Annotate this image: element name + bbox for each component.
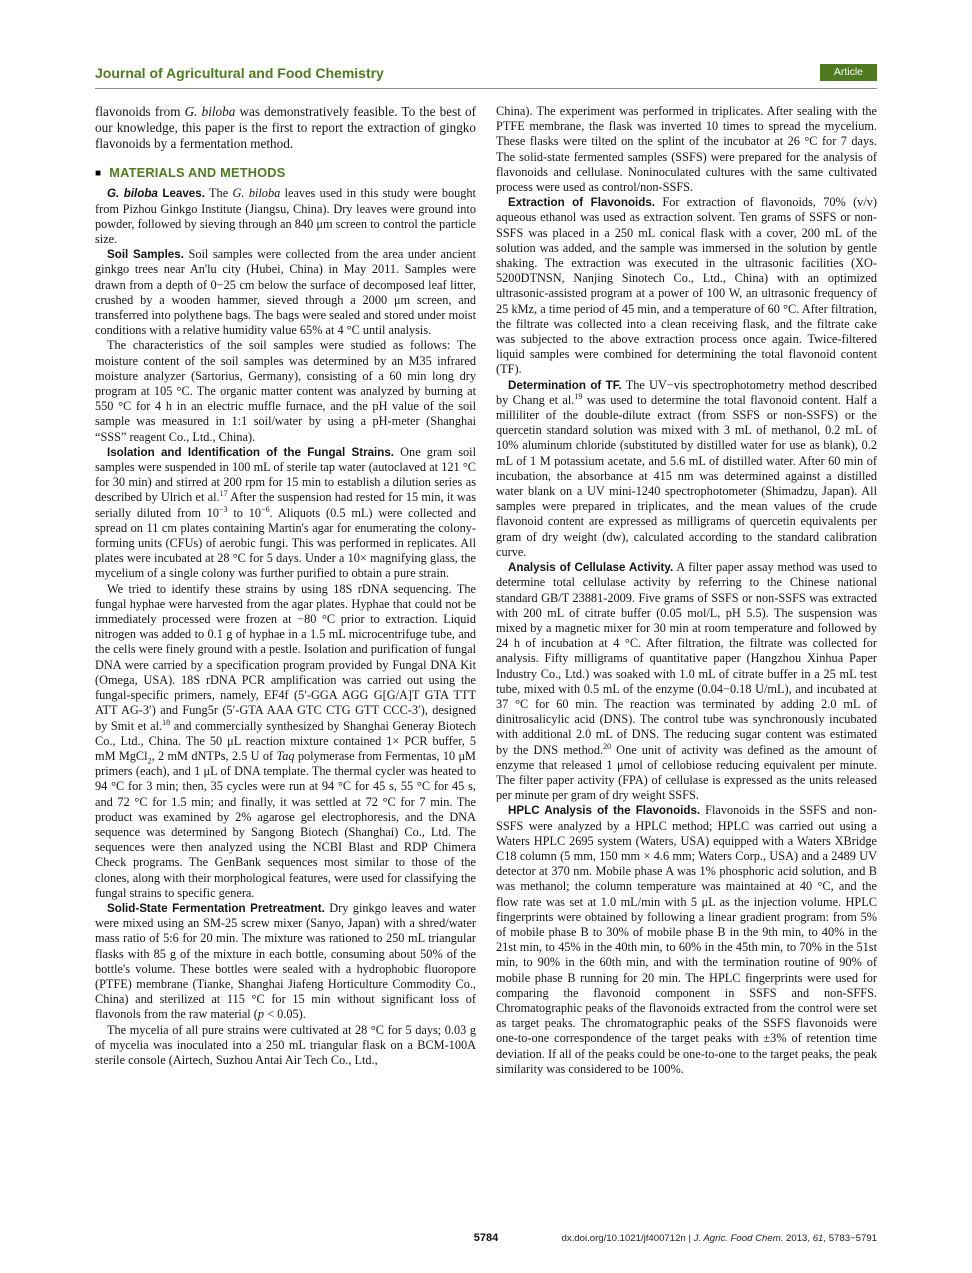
paragraph: We tried to identify these strains by using 18S rDNA sequencing. The fungal hyphae were harvested from the agar plates. Hyphae that could not be immediately processed were frozen at −80 °C prior to extraction. Liquid nitrogen was added to 0.1 g of hyphae in a 1.5 mL microcentrifuge tube, and the cells were finely ground with a pestle. Isolation and purification of fungal DNA were carried by a specification program provided by Fungal DNA Kit (Omega, USA). 18S rDNA PCR amplification was carried out using the fungal-specific primers, namely, EF4f (5′-GGA AGG G[G/A]T GTA TTT ATT AG-3′) and Fung5r (5′-GTA AAA GTC CTG GTT CCC-3′), designed by Smit et al.$^{18}$ and commercially synthesized by Shanghai Generay Biotech Co., Ltd., China. The 50 μL reaction mixture contained 1× PCR buffer, 5 mM MgCl$_2$, 2 mM dNTPs, 2.5 U of Taq polymerase from Fermentas, 10 μM primers (each), and 1 μL of DNA template. The thermal cycler was heated to 94 °C for 3 min; then, 35 cycles were run at 94 °C for 45 s, 55 °C for 45 s, and 72 °C for 1.5 min; and finally, it was settled at 72 °C for 7 min. The product was examined by 2% agarose gel electrophoresis, and the DNA sequence was determined by Sangong Biotech (Shanghai) Co., Ltd. The sequences were then analyzed using the NCBI Blast and RDP Chimera Check programs. The GenBank sequences most similar to those of the clones, along with their morphological features, were used for classifying the fungal strains to specific genera.: [95, 581, 476, 900]
subsection-heading: Analysis of Cellulase Activity.: [508, 561, 674, 575]
section-bullet-icon: ■: [95, 168, 102, 180]
journal-title: Journal of Agricultural and Food Chemistry: [95, 64, 384, 81]
subsection-heading: G. biloba Leaves.: [107, 187, 205, 201]
page-header: [95, 64, 877, 89]
paragraph: China). The experiment was performed in triplicates. After sealing with the PTFE membrane, the flask was inverted 10 times to spread the mycelium. These flasks were tilted on the splint of the incubator at 26 °C for 7 days. The solid-state fermented samples (SSFS) were prepared for the analysis of flavonoids and cellulase. Noninoculated cultures with the same cultivated process were used as control/non-SSFS.: [496, 104, 877, 195]
subsection-paragraph: Isolation and Identification of the Fungal Strains. One gram soil samples were suspended in 100 mL of sterile tap water (autoclaved at 121 °C for 30 min) and stirred at 200 rpm for 15 min to establish a dilution series as described by Ulrich et al.$^{17}$ After the suspension had rested for 15 min, it was serially diluted from $10^{-3}$ to $10^{-6}$. Aliquots (0.5 mL) were collected and spread on 11 cm plates containing Martin's agar for enumerating the colony-forming units (CFUs) of aerobic fungi. This was performed in replicates. All plates were incubated at 28 °C for 5 days. Under a 10× magnifying glass, the mycelium of a single colony was further purified to obtain a pure strain.: [95, 444, 476, 581]
subsection-heading: HPLC Analysis of the Flavonoids.: [508, 804, 701, 818]
subsection-paragraph: G. biloba Leaves. The G. biloba leaves used in this study were bought from Pizhou Ginkgo Institute (Jiangsu, China). Dry leaves were ground into powder, followed by sieving through an 840 μm screen to control the particle size.: [95, 186, 476, 246]
doi-citation: dx.doi.org/10.1021/jf400712n | J. Agric. Food Chem. 2013, 61, 5783−5791: [561, 1233, 877, 1244]
article-body: [95, 104, 877, 1077]
subsection-heading: Determination of TF.: [508, 378, 622, 392]
right-column: [496, 104, 877, 1077]
subsection-paragraph: Solid-State Fermentation Pretreatment. Dry ginkgo leaves and water were mixed using an SM-25 screw mixer (Sanyo, Japan) with a shred/water mass ratio of 5:6 for 20 min. The mixture was rationed to 250 mL triangular flasks with 85 g of the mixture in each bottle, consuming about 50% of the bottle's volume. These bottles were sealed with a hydrophobic fluoropore (PTFE) membrane (Tianke, Shanghai Jiafeng Horticulture Commodity Co., China) and sterilized at 115 °C for 15 min without significant loss of flavonols from the raw material (p < 0.05).: [95, 900, 476, 1022]
section-heading-materials-and-methods: [95, 165, 476, 180]
paragraph: The mycelia of all pure strains were cultivated at 28 °C for 5 days; 0.03 g of mycelia was inoculated into a 250 mL triangular flask on a BCM-100A sterile console (Airtech, Suzhou Antai Air Tech Co., Ltd.,: [95, 1022, 476, 1067]
left-paragraphs: [95, 186, 476, 1068]
subsection-paragraph: Soil Samples. Soil samples were collected from the area under ancient ginkgo trees near An'lu city (Hubei, China) in May 2011. Samples were drawn from a depth of 0−25 cm below the surface of decomposed leaf litter, crushed by a wooden hammer, sieved through a 2000 μm screen, and transferred into polythene bags. The bags were sealed and stored under moist conditions with a relative humidity value 65% at 4 °C until analysis.: [95, 247, 476, 338]
intro-paragraph: flavonoids from G. biloba was demonstratively feasible. To the best of our knowledge, this paper is the first to report the extraction of gingko flavonoids by a fermentation method.: [95, 104, 476, 151]
subsection-heading: Extraction of Flavonoids.: [508, 196, 656, 210]
subsection-heading: Isolation and Identification of the Fungal Strains.: [107, 445, 395, 459]
page-footer: [95, 1232, 877, 1247]
subsection-paragraph: Extraction of Flavonoids. For extraction of flavonoids, 70% (v/v) aqueous ethanol was used as extraction solvent. Ten grams of SSFS or non-SSFS was placed in a 250 mL conical flask with a cover, 200 mL of the solution was added, and the sample was immersed in the solution by gentle shaking. The extraction was executed in the ultrasonic facilities (XO-5200DTNSN, Nanjing Sinotech Co., Ltd., China) with an optimized ultrasonic-assisted program at a power of 100 W, an ultrasonic frequency of 25 kMz, a time period of 45 min, and a temperature of 60 °C. After filtration, the filtrate was collected into a clean receiving flask, and the filtrate cake was subjected to the above extraction process once again. Twice-filtered liquid samples were combined for determining the total flavonoid content (TF).: [496, 195, 877, 377]
paragraph: The characteristics of the soil samples were studied as follows: The moisture content of the soil samples was determined by an M35 infrared moisture analyzer (Sartorius, Germany), consisting of a 60 min long dry program at 105 °C. The organic matter content was analyzed by burning at 550 °C for 4 h in an electric muffle furnace, and the pH value of the soil sample was measured in 1:1 soil/water by using a pH-meter (Shanghai “SSS” reagent Co., Ltd., China).: [95, 338, 476, 444]
subsection-paragraph: Determination of TF. The UV−vis spectrophotometry method described by Chang et al.$^{19}$ was used to determine the total flavonoid content. Half a milliliter of the double-dilute extract (from SSFS or non-SSFS) or the quercetin standard solution was mixed with 3 mL of methanol, 0.2 mL of 10% aluminum chloride (substituted by distilled water for use as blank), 0.2 mL of 1 M potassium acetate, and 5.6 mL of distilled water. After 60 min of incubation, the absorbance at 415 nm was determined against a distilled water blank on a UV mini-1240 spectrophotometer (Shimadzu, Japan). All samples were prepared in triplicates, and the mean values of the crude flavonoid content are expressed as milligrams of quercetin equivalents per gram of dry weight (dw), calculated according to the standard calibration curve.: [496, 377, 878, 559]
section-heading-text: MATERIALS AND METHODS: [109, 165, 286, 181]
subsection-heading: Soil Samples.: [107, 248, 184, 262]
article-type-badge: Article: [820, 64, 877, 81]
subsection-heading: Solid-State Fermentation Pretreatment.: [107, 901, 325, 915]
page-number: 5784: [473, 1232, 499, 1244]
left-column: [95, 104, 476, 1077]
right-paragraphs: [496, 104, 877, 1077]
subsection-paragraph: Analysis of Cellulase Activity. A filter paper assay method was used to determine total cellulase activity by referring to the Chinese national standard GB/T 23881-2009. Five grams of SSFS or non-SSFS was extracted with 200 mL of citrate buffer (0.05 mol/L, pH 5.5). The suspension was mixed by a magnetic mixer for 30 min at room temperature and followed by 24 h of incubation at 4 °C. After filtration, the filtrate was collected for analysis. Fifty milligrams of quantitative paper (Hangzhou Xinhua Paper Industry Co., Ltd.) was soaked with 1.0 mL of citrate buffer in a 25 mL test tube, mixed with 0.5 mL of the enzyme (0.04−0.18 U/mL), and incubated at 37 °C for 60 min. The reaction was terminated by adding 2.0 mL of dinitrosalicylic acid (DNS). The control tube was synchronously incubated with additional 2.0 mL of DNS. The reducing sugar content was estimated by the DNS method.$^{20}$ One unit of activity was defined as the amount of enzyme that released 1 μmol of cellobiose reducing equivalent per minute. The filter paper activity (FPA) of cellulase is expressed as the units released per minute per gram of dry weight SSFS.: [496, 560, 877, 803]
subsection-paragraph: HPLC Analysis of the Flavonoids. Flavonoids in the SSFS and non-SSFS were analyzed by a HPLC method; HPLC was carried out using a Waters HPLC 2695 system (Waters, USA) equipped with a Waters XBridge C18 column (5 mm, 150 mm × 4.6 mm; Waters Corp., USA) and a 2489 UV detector at 370 nm. Mobile phase A was 1% phosphoric acid solution, and B was methanol; the column temperature was maintained at 40 °C, and the flow rate was set at 1.0 mL/min with 5 μL as the injection volume. HPLC fingerprints were obtained by following a linear gradient program: from 5% of mobile phase B to 30% of mobile phase B in the 9th min, to 40% in the 21st min, to 45% in the 40th min, to 60% in the 45th min, to 70% in the 51st min, to 90% in the 60th min, and with the termination routine of 90% of mobile phase B running for 20 min. The HPLC fingerprints were used for comparing the flavonoid component in SSFS and non-SFFS. Chromatographic peaks of the flavonoids extracted from the control were set as target peaks. The chromatographic peaks of the SSFS flavonoids were one-to-one correspondence of the target peaks with ±3% of retention time deviation. If all of the peaks could be one-to-one to the target peaks, the peak similarity was considered to be 100%.: [496, 803, 878, 1076]
